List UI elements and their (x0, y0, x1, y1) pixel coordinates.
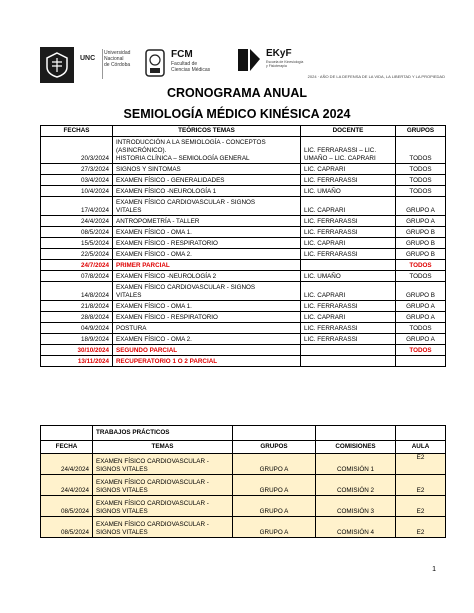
row-tema: SEGUNDO PARCIAL (113, 345, 301, 356)
row-tema: SIGNOS Y SINTOMAS (113, 164, 301, 175)
table-row (41, 282, 446, 301)
row-grupo: GRUPO A (396, 312, 446, 323)
teoricos-table (40, 125, 446, 367)
document-title: CRONOGRAMA ANUAL (166, 86, 308, 100)
row-docente: LIC. FERRARASSI (301, 227, 396, 238)
row-fecha: 24/4/2024 (41, 475, 93, 496)
col-header-fechas: FECHAS (41, 126, 113, 137)
practicos-caption-row (41, 426, 446, 441)
document-header (40, 45, 445, 85)
col-header-aula: AULA (396, 441, 446, 454)
row-fecha: 08/5/2024 (41, 227, 113, 238)
row-docente: LIC. FERRARASSI (301, 323, 396, 334)
row-docente (301, 345, 396, 356)
table-row-exam (41, 260, 446, 271)
practicos-caption: TRABAJOS PRÁCTICOS (93, 426, 233, 441)
table-row (41, 227, 446, 238)
col-header-grupos: GRUPOS (233, 441, 316, 454)
row-tema: RECUPERATORIO 1 O 2 PARCIAL (113, 356, 301, 367)
table-row-exam (41, 356, 446, 367)
table-row-exam (41, 345, 446, 356)
row-grupo: GRUPO A (233, 517, 316, 538)
document-subtitle: SEMIOLOGÍA MÉDICO KINÉSICA 2024 (123, 107, 351, 121)
row-tema: POSTURA (113, 323, 301, 334)
row-grupo: GRUPO A (396, 334, 446, 345)
row-docente: LIC. CAPRARI (301, 312, 396, 323)
row-docente: LIC. CAPRARI (301, 197, 396, 216)
row-fecha: 24/7/2024 (41, 260, 113, 271)
table-row (41, 301, 446, 312)
row-grupo: TODOS (396, 186, 446, 197)
row-docente (301, 356, 396, 367)
row-comision: COMISIÓN 4 (316, 517, 396, 538)
practicos-table (40, 425, 446, 538)
row-tema: EXAMEN FÍSICO CARDIOVASCULAR - SIGNOS VITALES (93, 454, 233, 475)
row-fecha: 03/4/2024 (41, 175, 113, 186)
row-comision: COMISIÓN 2 (316, 475, 396, 496)
fcm-emblem-icon (143, 46, 167, 82)
university-name: Universidad Nacional de Córdoba (104, 50, 131, 68)
table-row (41, 137, 446, 164)
row-grupo: GRUPO B (396, 238, 446, 249)
table-header-row (41, 126, 446, 137)
row-grupo: GRUPO B (396, 249, 446, 260)
table-row (41, 454, 446, 475)
col-header-docente: DOCENTE (301, 126, 396, 137)
table-row (41, 186, 446, 197)
table-row (41, 249, 446, 260)
year-motto: 2024 · AÑO DE LA DEFENSA DE LA VIDA, LA LIBERTAD Y LA PROPIEDAD (307, 74, 445, 79)
table-header-row (41, 441, 446, 454)
row-grupo: TODOS (396, 271, 446, 282)
row-docente: LIC. CAPRARI (301, 164, 396, 175)
row-fecha: 13/11/2024 (41, 356, 113, 367)
header-divider (102, 49, 103, 79)
row-grupo (396, 356, 446, 367)
row-grupo: GRUPO A (233, 475, 316, 496)
row-fecha: 20/3/2024 (41, 137, 113, 164)
fcm-label: FCM (171, 49, 193, 60)
row-fecha: 10/4/2024 (41, 186, 113, 197)
row-tema: EXAMEN FÍSICO - OMA 1. (113, 227, 301, 238)
row-tema: INTRODUCCIÓN A LA SEMIOLOGÍA - CONCEPTOS (ASINCRÓNICO). HISTORIA CLÍNICA – SEMIOLOGÍA GENERAL (113, 137, 301, 164)
row-docente: LIC. FERRARASSI (301, 216, 396, 227)
row-fecha: 28/8/2024 (41, 312, 113, 323)
row-fecha: 08/5/2024 (41, 517, 93, 538)
col-header-temas: TEÓRICOS TEMAS (113, 126, 301, 137)
row-fecha: 18/9/2024 (41, 334, 113, 345)
row-tema: ANTROPOMETRÍA - TALLER (113, 216, 301, 227)
row-grupo: TODOS (396, 164, 446, 175)
row-docente: LIC. CAPRARI (301, 238, 396, 249)
page-number: 1 (432, 566, 436, 573)
row-grupo: TODOS (396, 175, 446, 186)
col-header-fecha: FECHA (41, 441, 93, 454)
row-grupo: GRUPO A (233, 496, 316, 517)
row-grupo: GRUPO A (396, 216, 446, 227)
row-docente: LIC. CAPRARI (301, 282, 396, 301)
table-row (41, 175, 446, 186)
unc-logo (40, 47, 74, 83)
row-aula: E2 (396, 496, 446, 517)
row-grupo: GRUPO B (396, 282, 446, 301)
row-docente: LIC. FERRARASSI (301, 334, 396, 345)
ekyf-school-name: Escuela de Kinesiología y Fisioterapia (266, 60, 304, 68)
row-grupo: TODOS (396, 345, 446, 356)
row-fecha: 15/5/2024 (41, 238, 113, 249)
table-row (41, 312, 446, 323)
row-tema: EXAMEN FÍSICO - OMA 1. (113, 301, 301, 312)
row-fecha: 07/8/2024 (41, 271, 113, 282)
row-tema: EXAMEN FÍSICO - OMA 2. (113, 249, 301, 260)
row-tema: EXAMEN FÍSICO CARDIOVASCULAR - SIGNOS VITALES (113, 197, 301, 216)
row-grupo: GRUPO A (233, 454, 316, 475)
row-aula: E2 (396, 454, 446, 475)
ekyf-label: EKyF (266, 48, 292, 59)
table-row (41, 334, 446, 345)
row-tema: EXAMEN FÍSICO CARDIOVASCULAR - SIGNOS VITALES (113, 282, 301, 301)
row-fecha: 24/4/2024 (41, 216, 113, 227)
table-row (41, 271, 446, 282)
row-fecha: 22/5/2024 (41, 249, 113, 260)
row-tema: EXAMEN FÍSICO - RESPIRATORIO (113, 312, 301, 323)
row-docente: LIC. UMAÑO (301, 271, 396, 282)
table-row (41, 197, 446, 216)
row-fecha: 04/9/2024 (41, 323, 113, 334)
table-row (41, 238, 446, 249)
row-fecha: 08/5/2024 (41, 496, 93, 517)
row-comision: COMISIÓN 1 (316, 454, 396, 475)
row-tema: EXAMEN FÍSICO - RESPIRATORIO (113, 238, 301, 249)
ekyf-logo-icon (236, 47, 262, 73)
unc-label: UNC (80, 55, 96, 62)
table-row (41, 164, 446, 175)
row-grupo: GRUPO B (396, 227, 446, 238)
row-tema: EXAMEN FÍSICO - GENERALIDADES (113, 175, 301, 186)
col-header-temas: TEMAS (93, 441, 233, 454)
table-row (41, 323, 446, 334)
row-docente: LIC. FERRARASSI – LIC. UMAÑO – LIC. CAPRARI (301, 137, 396, 164)
col-header-grupos: GRUPOS (396, 126, 446, 137)
row-docente: LIC. FERRARASSI (301, 249, 396, 260)
row-tema: EXAMEN FÍSICO CARDIOVASCULAR - SIGNOS VITALES (93, 496, 233, 517)
row-tema: EXAMEN FÍSICO CARDIOVASCULAR - SIGNOS VITALES (93, 517, 233, 538)
row-fecha: 30/10/2024 (41, 345, 113, 356)
row-docente: LIC. FERRARASSI (301, 175, 396, 186)
table-row (41, 475, 446, 496)
row-tema: EXAMEN FÍSICO -NEUROLOGÍA 2 (113, 271, 301, 282)
row-tema: EXAMEN FÍSICO CARDIOVASCULAR - SIGNOS VITALES (93, 475, 233, 496)
row-grupo: TODOS (396, 260, 446, 271)
row-grupo: TODOS (396, 323, 446, 334)
row-comision: COMISIÓN 3 (316, 496, 396, 517)
row-fecha: 14/8/2024 (41, 282, 113, 301)
row-docente (301, 260, 396, 271)
row-fecha: 27/3/2024 (41, 164, 113, 175)
row-fecha: 24/4/2024 (41, 454, 93, 475)
row-fecha: 21/8/2024 (41, 301, 113, 312)
row-aula: E2 (396, 475, 446, 496)
row-docente: LIC. FERRARASSI (301, 301, 396, 312)
table-row (41, 517, 446, 538)
row-grupo: GRUPO A (396, 301, 446, 312)
row-grupo: GRUPO A (396, 197, 446, 216)
col-header-comisiones: COMISIONES (316, 441, 396, 454)
row-aula: E2 (396, 517, 446, 538)
row-tema: EXAMEN FÍSICO -NEUROLOGÍA 1 (113, 186, 301, 197)
row-tema: PRIMER PARCIAL (113, 260, 301, 271)
row-tema: EXAMEN FÍSICO - OMA 2. (113, 334, 301, 345)
table-row (41, 496, 446, 517)
table-row (41, 216, 446, 227)
row-docente: LIC. UMAÑO (301, 186, 396, 197)
fcm-faculty-name: Facultad de Ciencias Médicas (171, 61, 211, 73)
row-fecha: 17/4/2024 (41, 197, 113, 216)
row-grupo: TODOS (396, 137, 446, 164)
